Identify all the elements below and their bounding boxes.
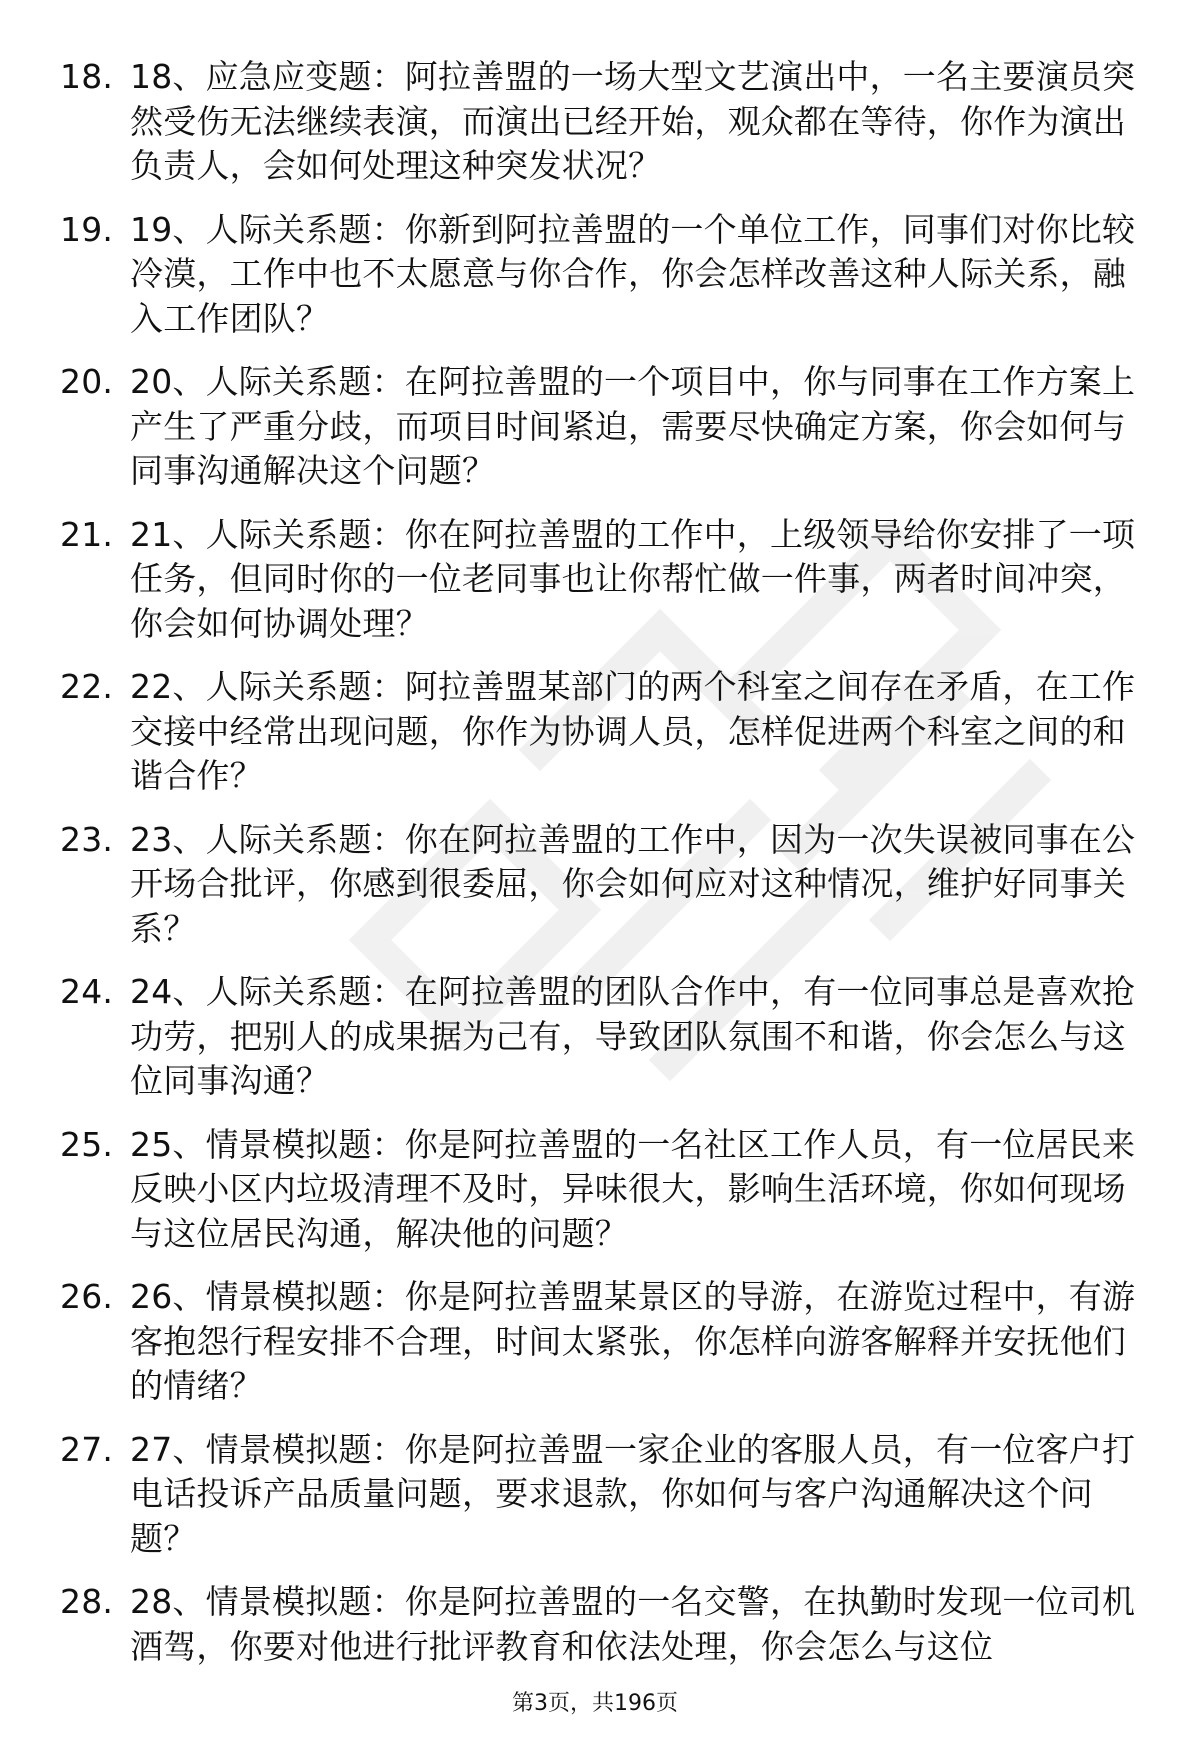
question-text: 21、人际关系题：你在阿拉善盟的工作中，上级领导给你安排了一项任务，但同时你的一位老同事也让你帮忙做一件事，两者时间冲突，你会如何协调处理？ xyxy=(130,514,1136,643)
page-number-label: 第3页，共196页 xyxy=(512,1691,678,1716)
question-item-22 xyxy=(60,665,1150,799)
question-item-26 xyxy=(60,1275,1150,1409)
question-item-23 xyxy=(60,818,1150,952)
question-number: 24. xyxy=(60,972,114,1011)
question-text: 22、人际关系题：阿拉善盟某部门的两个科室之间存在矛盾，在工作交接中经常出现问题，你作为协调人员，怎样促进两个科室之间的和谐合作？ xyxy=(130,667,1136,795)
question-text: 18、应急应变题：阿拉善盟的一场大型文艺演出中，一名主要演员突然受伤无法继续表演，而演出已经开始，观众都在等待，你作为演出负责人，会如何处理这种突发状况？ xyxy=(130,57,1136,185)
question-text: 23、人际关系题：你在阿拉善盟的工作中，因为一次失误被同事在公开场合批评，你感到很委屈，你会如何应对这种情况，维护好同事关系？ xyxy=(130,819,1136,948)
question-number: 20. xyxy=(60,362,114,401)
question-item-19 xyxy=(60,208,1150,342)
question-item-20 xyxy=(60,360,1150,494)
question-text: 20、人际关系题：在阿拉善盟的一个项目中，你与同事在工作方案上产生了严重分歧，而项目时间紧迫，需要尽快确定方案，你会如何与同事沟通解决这个问题？ xyxy=(130,362,1136,490)
question-text: 24、人际关系题：在阿拉善盟的团队合作中，有一位同事总是喜欢抢功劳，把别人的成果据为己有，导致团队氛围不和谐，你会怎么与这位同事沟通？ xyxy=(130,972,1136,1100)
question-number: 26. xyxy=(60,1277,114,1316)
question-item-25 xyxy=(60,1123,1150,1257)
question-text: 25、情景模拟题：你是阿拉善盟的一名社区工作人员，有一位居民来反映小区内垃圾清理不及时，异味很大，影响生活环境，你如何现场与这位居民沟通，解决他的问题？ xyxy=(130,1124,1136,1253)
question-number: 19. xyxy=(60,209,114,249)
question-text: 19、人际关系题：你新到阿拉善盟的一个单位工作，同事们对你比较冷漠，工作中也不太愿意与你合作，你会怎样改善这种人际关系，融入工作团队？ xyxy=(130,209,1136,338)
page-footer xyxy=(0,1689,1190,1719)
question-item-28 xyxy=(60,1580,1150,1669)
question-number: 27. xyxy=(60,1429,114,1469)
question-item-24 xyxy=(60,970,1150,1104)
question-item-18 xyxy=(60,55,1150,189)
question-number: 22. xyxy=(60,667,114,706)
question-number: 21. xyxy=(60,514,114,554)
question-number: 23. xyxy=(60,819,114,859)
question-number: 25. xyxy=(60,1124,114,1164)
question-number: 28. xyxy=(60,1582,114,1621)
question-text: 26、情景模拟题：你是阿拉善盟某景区的导游，在游览过程中，有游客抱怨行程安排不合理，时间太紧张，你怎样向游客解释并安抚他们的情绪？ xyxy=(130,1277,1136,1405)
question-text: 27、情景模拟题：你是阿拉善盟一家企业的客服人员，有一位客户打电话投诉产品质量问题，要求退款，你如何与客户沟通解决这个问题？ xyxy=(130,1429,1136,1558)
question-item-27 xyxy=(60,1428,1150,1562)
question-text: 28、情景模拟题：你是阿拉善盟的一名交警，在执勤时发现一位司机酒驾，你要对他进行批评教育和依法处理，你会怎么与这位 xyxy=(130,1582,1136,1666)
question-list xyxy=(60,55,1150,1688)
question-number: 18. xyxy=(60,57,114,96)
question-item-21 xyxy=(60,513,1150,647)
